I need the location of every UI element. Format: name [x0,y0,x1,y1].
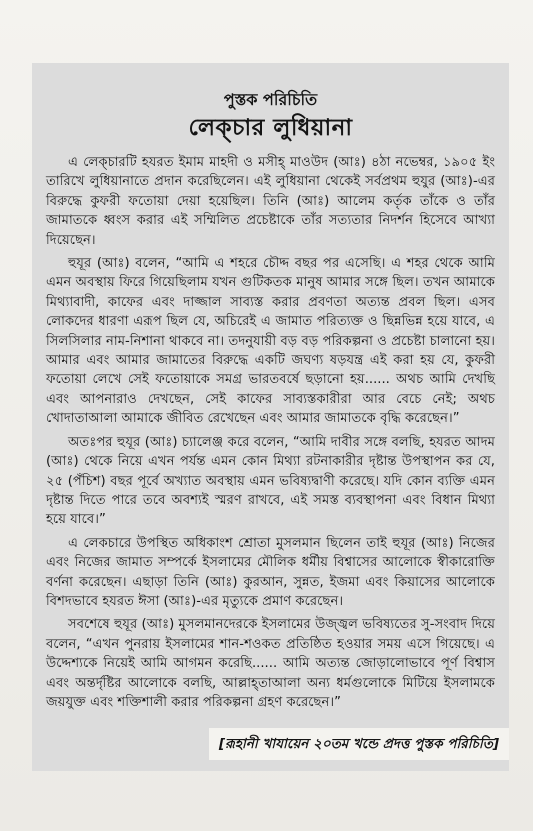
page-title: লেক্চার লুধিয়ানা [188,115,353,141]
paragraph-quote-return: হুযূর (আঃ) বলেন, “আমি এ শহরে চৌদ্দ বছর পর এসেছি। এ শহর থেকে আমি এমন অবস্থায় ফিরে গিয়েছিলাম যখন গুটিকতক মানুষ আমার সঙ্গে ছিল। তখন আমাকে মিথ্যাবাদী, কাফের এবং দাজ্জাল সাব্যস্ত করার প্রবণতা অত্যন্ত প্রবল ছিল। এসব লোকদের ধারণা এরূপ ছিল যে, অচিরেই এ জামাত পরিত্যক্ত ও ছিন্নভিন্ন হয়ে যাবে, এ সিলসিলার নাম-নিশানা থাকবে না। তদনুযায়ী বড় বড় পরিকল্পনা ও প্রচেষ্টা চালানো হয়। আমার এবং আমার জামাতের বিরুদ্ধে একটি জঘণ্য ষড়যন্ত্র এই করা হয় যে, কুফরী ফতোয়া লেখে সেই ফতোয়াকে সমগ্র ভারতবর্ষে ছড়ানো হয়...... অথচ আমি দেখছি এবং আপনারাও দেখছেন, সেই কাফের সাব্যস্তকারীরা আর বেচে নেই; অথচ খোদাতাআলা আমাকে জীবিত রেখেছেন এবং আমার জামাতকে বৃদ্ধি করেছেন।” [46,256,495,427]
page-subtitle: পুস্তক পরিচিতি [223,90,318,109]
paragraph-intro: এ লেক্চারটি হযরত ইমাম মাহদী ও মসীহ্ মাওউদ (আঃ) ৪ঠা নভেম্বর, ১৯০৫ ইং তারিখে লুধিয়ানাতে প্রদান করেছিলেন। এই লুধিয়ানা থেকেই সর্বপ্রথম হুযুর (আঃ)-এর বিরুদ্ধে কুফরী ফতোয়া দেয়া হয়েছিল। তিনি (আঃ) আলেম কর্তৃক তাঁকে ও তাঁর জামাতকে ধ্বংস করার এই সম্মিলিত প্রচেষ্টাকে তাঁর সত্যতার নিদর্শন হিসেবে আখ্যা দিয়েছেন। [46,155,495,248]
paragraph-audience: এ লেকচারে উপস্থিত অধিকাংশ শ্রোতা মুসলমান ছিলেন তাই হুযূর (আঃ) নিজের এবং নিজের জামাত সম্পর্কে ইসলামের মৌলিক ধর্মীয় বিশ্বাসের আলোকে স্বীকারোক্তি বর্ণনা করেছেন। এছাড়া তিনি (আঃ) কুরআন, সুন্নত, ইজমা এবং কিয়াসের আলোকে বিশদভাবে হযরত ঈসা (আঃ)-এর মৃত্যুকে প্রমাণ করেছেন। [46,535,495,609]
paragraph-conclusion: সবশেষে হুযূর (আঃ) মুসলমানদেরকে ইসলামের উজ্জ্বল ভবিষ্যতের সু-সংবাদ দিয়ে বলেন, “এখন পুনরায় ইসলামের শান-শওকত প্রতিষ্ঠিত হওয়ার সময় এসে গিয়েছে। এ উদ্দেশ্যকে নিয়েই আমি আগমন করেছি...... আমি অত্যন্ত জোড়ালোভাবে পূর্ণ বিশ্বাস এবং অন্তর্দৃষ্টির আলোকে বলছি, আল্লাহ্‌তাআলা অন্য ধর্মগুলোকে মিটিয়ে ইসলামকে জয়যুক্ত এবং শক্তিশালী করার পরিকল্পনা গ্রহণ করেছেন।” [46,617,495,710]
source-citation: [রূহানী খাযায়েন ২০তম খন্ডে প্রদত্ত পুস্তক পরিচিতি] [209,728,509,760]
text-panel [32,63,509,771]
paragraph-challenge: অতঃপর হুযূর (আঃ) চ্যালেঞ্জ করে বলেন, “আমি দাবীর সঙ্গে বলছি, হযরত আদম (আঃ) থেকে নিয়ে এখন পর্যন্ত এমন কোন মিথ্যা রটনাকারীর দৃষ্টান্ত উপস্থাপন কর যে, ২৫ (পঁচিশ) বছর পূর্বে অখ্যাত অবস্থায় এমন ভবিষ্যদ্বাণী করেছে। যদি কোন ব্যক্তি এমন দৃষ্টান্ত দিতে পারে তবে অবশ্যই স্মরণ রাখবে, এই সমস্ত ব্যবস্থাপনা এবং বিধান মিথ্যা হয়ে যাবে।” [46,434,495,528]
